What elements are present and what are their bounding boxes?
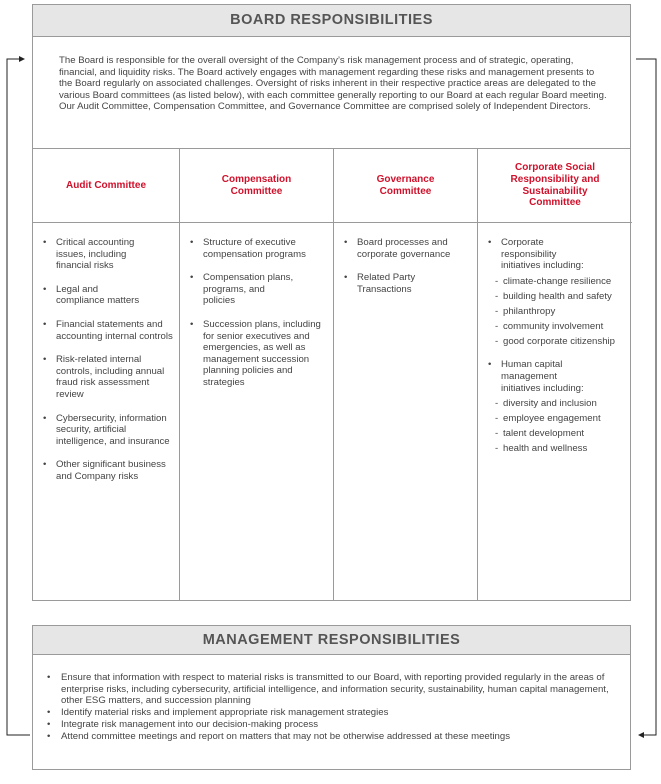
management-item: • Attend committee meetings and report on matters that may not be otherwise addressed at these meetings [47,731,610,743]
csr-committee-column [478,149,632,600]
list-item [344,237,471,260]
list-item [190,237,327,260]
management-responsibilities-body [32,655,631,770]
list-item [190,319,327,389]
sub-list [495,398,626,455]
list-item-text: Succession plans, including for senior executives and emergencies, as well as management succession planning policies and strategies [203,318,321,388]
audit-committee-heading: Audit Committee [33,149,179,223]
sub-list-item: - philanthropy [495,306,626,318]
list-item [43,413,173,448]
sub-list-item: - building health and safety [495,291,626,303]
list-item-text: Human capital management initiatives including: [501,359,584,394]
list-item [43,319,173,342]
list-item-text: Critical accounting issues, including financial risks [56,237,135,272]
governance-committee-list [334,223,477,295]
governance-committee-column [334,149,478,600]
governance-committee-heading: Governance Committee [334,149,477,223]
list-item-text: Financial statements and accounting internal controls [56,318,173,342]
sub-list-item: - community involvement [495,321,626,333]
management-item: • Ensure that information with respect to material risks is transmitted to our Board, with reporting provided regularly in the areas of enterprise risks, including cybersecurity, artificial intelligence, and information security, sustainability, human capital management, other ESG matters, and succession planning [47,672,610,707]
committee-grid [32,148,631,601]
list-item [488,237,626,347]
list-item [488,359,626,454]
right-arrow-line [636,59,656,735]
management-list [47,672,610,743]
board-responsibilities-title: BOARD RESPONSIBILITIES [32,4,631,37]
list-item-text: Risk-related internal controls, including annual fraud risk assessment review [56,354,165,400]
list-item-text: Legal and compliance matters [56,283,140,307]
sub-list-item: - good corporate citizenship [495,336,626,348]
left-arrow-line [7,59,30,735]
compensation-committee-column [180,149,334,600]
sub-list [495,276,626,348]
list-item-text: Board processes and corporate governance [357,237,451,260]
list-item-text: Related Party Transactions [357,272,416,295]
list-item [344,272,471,295]
sub-list-item: - employee engagement [495,413,626,425]
list-item [43,284,173,307]
management-responsibilities-title: MANAGEMENT RESPONSIBILITIES [32,625,631,655]
list-item [43,354,173,400]
sub-list-item: - climate-change resilience [495,276,626,288]
audit-committee-list [33,223,179,483]
list-item [43,459,173,482]
list-item-text: Structure of executive compensation programs [203,237,306,260]
list-item [190,272,327,307]
list-item-text: Corporate responsibility initiatives including: [501,237,584,272]
sub-list-item: - talent development [495,428,626,440]
compensation-committee-list [180,223,333,389]
list-item-text: Cybersecurity, information security, artificial intelligence, and insurance [56,412,170,447]
list-item-text: Other significant business and Company risks [56,459,166,482]
management-item: • Integrate risk management into our decision-making process [47,719,610,731]
list-item [43,237,173,272]
compensation-committee-heading: Compensation Committee [180,149,333,223]
board-intro-text: The Board is responsible for the overall oversight of the Company’s risk management process and of strategic, operating, financial, and liquidity risks. The Board actively engages with management regarding these risks and management presents to the Board regularly on associated challenges. Oversight of risks inherent in their respective practice areas are delegated to the various Board committees (as listed below), with each committee generally reporting to our Board at each regular Board meeting. Our Audit Committee, Compensation Committee, and Governance Committee are comprised solely of Independent Directors. [32,37,631,149]
csr-committee-list [478,223,632,455]
audit-committee-column [33,149,180,600]
csr-committee-heading: Corporate Social Responsibility and Sustainability Committee [478,149,632,223]
management-item: • Identify material risks and implement appropriate risk management strategies [47,707,610,719]
sub-list-item: - diversity and inclusion [495,398,626,410]
sub-list-item: - health and wellness [495,443,626,455]
list-item-text: Compensation plans, programs, and policies [203,272,294,307]
